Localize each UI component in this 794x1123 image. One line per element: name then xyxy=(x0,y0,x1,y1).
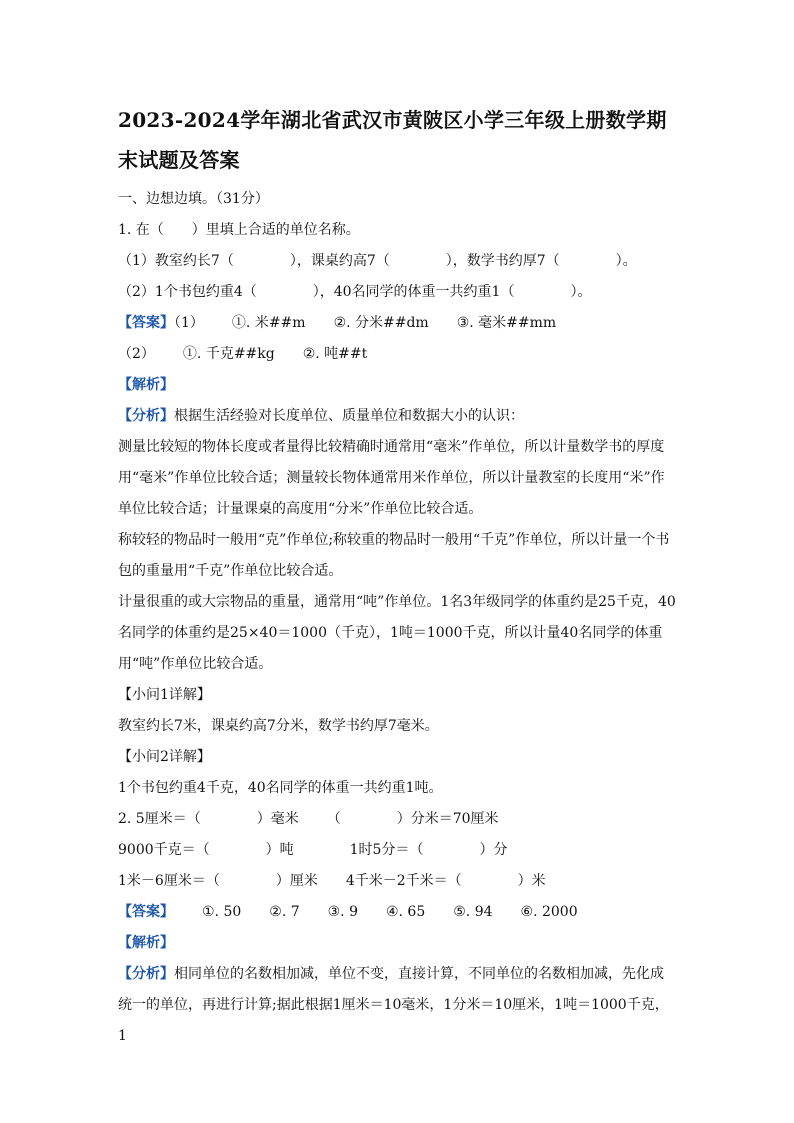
analysis-label: 【解析】 xyxy=(118,935,174,951)
answer-item: ②. 分米##dm xyxy=(333,315,429,331)
answer-item: ①. 50 xyxy=(202,904,242,920)
blank-item: 1米－6厘米＝（ ）厘米 xyxy=(118,873,318,889)
answer-item: ④. 65 xyxy=(385,904,426,920)
answer-item: ③. 毫米##mm xyxy=(456,315,557,331)
document-title: 2023-2024学年湖北省武汉市黄陂区小学三年级上册数学期末试题及答案 xyxy=(118,108,667,172)
question-2-row-3 xyxy=(118,866,676,897)
blank-item: 9000千克＝（ ）吨 xyxy=(118,842,294,858)
question-1-stem: 1. 在（ ）里填上合适的单位名称。 xyxy=(118,222,360,238)
answer-row-2 xyxy=(118,339,676,370)
analysis-intro xyxy=(118,959,676,1052)
answer-label: 【答案】 xyxy=(118,315,174,331)
answer-item: ②. 7 xyxy=(269,904,300,920)
analysis-paragraph: 测量比较短的物体长度或者量得比较精确时通常用“毫米”作单位，所以计量数学书的厚度用“毫米”作单位比较合适；测量较长物体通常用米作单位，所以计量教室的长度用“米”作单位比较合适；计量课桌的高度用“分米”作单位比较合适。 xyxy=(118,439,665,517)
answer-row-1 xyxy=(118,308,676,339)
blank-item: （ ）分米＝70厘米 xyxy=(326,811,499,827)
question-2-row-1 xyxy=(118,804,676,835)
sub-question-2-label: 【小问2详解】 xyxy=(118,749,211,765)
analysis-intro xyxy=(118,401,676,432)
fenxi-text: 根据生活经验对长度单位、质量单位和数据大小的认识： xyxy=(174,408,524,424)
fenxi-label: 【分析】 xyxy=(118,966,174,982)
blank-item: 1时5分＝（ ）分 xyxy=(349,842,508,858)
question-1-part-2: （2）1个书包约重4（ ），40名同学的体重一共约重1（ ）。 xyxy=(118,284,592,300)
answer-item: ①. 千克##kg xyxy=(182,346,275,362)
sub-question-2-text: 1个书包约重4千克，40名同学的体重一共约重1吨。 xyxy=(118,780,443,796)
blank-item: 2. 5厘米＝（ ）毫米 xyxy=(118,811,299,827)
question-1-part-1: （1）教室约长7（ ），课桌约高7（ ），数学书约厚7（ ）。 xyxy=(118,253,637,269)
question-2-row-2 xyxy=(118,835,676,866)
answer-label: 【答案】 xyxy=(118,904,174,920)
answer-item: ②. 吨##t xyxy=(302,346,368,362)
section-heading: 一、边想边填。（31分） xyxy=(118,191,269,207)
answer-item: ⑤. 94 xyxy=(453,904,493,920)
sub-question-1-label: 【小问1详解】 xyxy=(118,687,211,703)
analysis-label: 【解析】 xyxy=(118,377,174,393)
blank-item: 4千米－2千米＝（ ）米 xyxy=(345,873,546,889)
answer-item: ③. 9 xyxy=(327,904,358,920)
answer-prefix: （2） xyxy=(118,346,155,362)
analysis-paragraph: 计量很重的或大宗物品的重量，通常用“吨”作单位。1名3年级同学的体重约是25千克，40名同学的体重约是25×40＝1000（千克），1吨＝1000千克，所以计量40名同学的体重用“吨”作单位比较合适。 xyxy=(118,594,676,672)
answer-row-q2 xyxy=(118,897,676,928)
analysis-paragraph: 称较轻的物品时一般用“克”作单位;称较重的物品时一般用“千克”作单位，所以计量一个书包的重量用“千克”作单位比较合适。 xyxy=(118,532,670,579)
answer-item: ⑥. 2000 xyxy=(520,904,578,920)
fenxi-label: 【分析】 xyxy=(118,408,174,424)
answer-item: ①. 米##m xyxy=(231,315,306,331)
sub-question-1-text: 教室约长7米，课桌约高7分米，数学书约厚7毫米。 xyxy=(118,718,439,734)
answer-prefix: （1） xyxy=(174,315,204,331)
fenxi-text: 相同单位的名数相加减，单位不变，直接计算，不同单位的名数相加减，先化成统一的单位，再进行计算;据此根据1厘米＝10毫米，1分米＝10厘米，1吨＝1000千克，1 xyxy=(118,966,669,1044)
